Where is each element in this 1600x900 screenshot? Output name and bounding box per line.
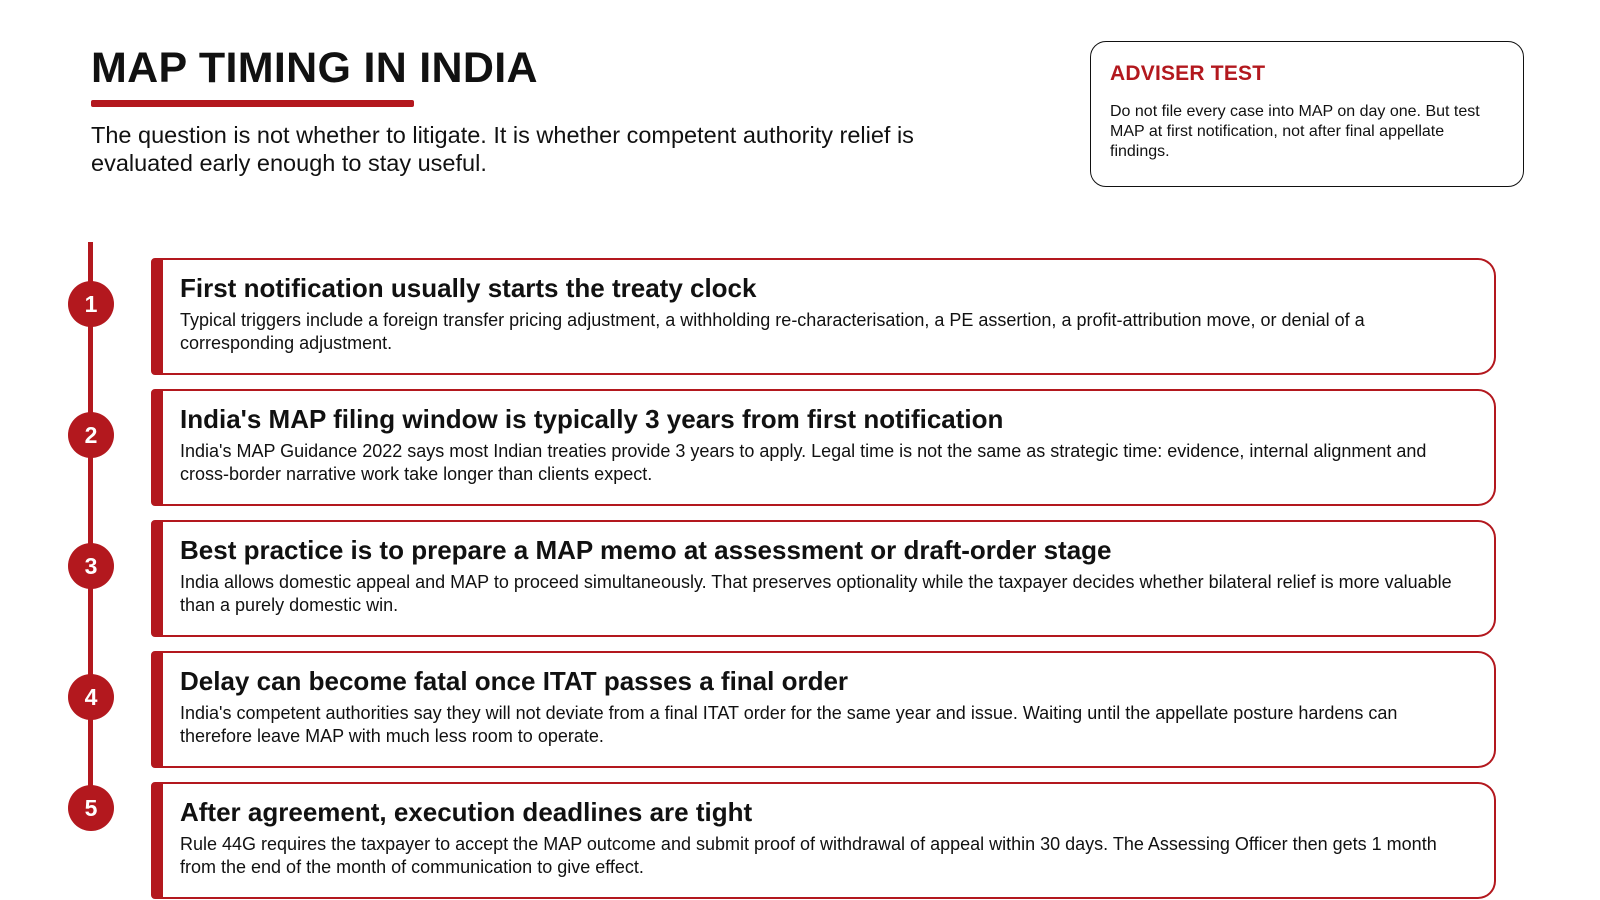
step-heading: Best practice is to prepare a MAP memo at assessment or draft-order stage bbox=[180, 535, 1112, 565]
adviser-test-box bbox=[1090, 41, 1524, 187]
title-underline bbox=[91, 100, 414, 107]
step-card-1 bbox=[151, 258, 1496, 375]
step-body: India's competent authorities say they will not deviate from a final ITAT order for the same year and issue. Waiting until the appellate posture hardens can therefore leave MAP with much less room to operate. bbox=[180, 703, 1398, 746]
page-title: MAP TIMING IN INDIA bbox=[91, 44, 538, 92]
step-number-4: 4 bbox=[68, 674, 114, 720]
step-number-1: 1 bbox=[68, 281, 114, 327]
step-card-3 bbox=[151, 520, 1496, 637]
step-heading: After agreement, execution deadlines are tight bbox=[180, 797, 753, 827]
step-card-2 bbox=[151, 389, 1496, 506]
step-body: India allows domestic appeal and MAP to proceed simultaneously. That preserves optionality while the taxpayer decides whether bilateral relief is more valuable than a purely domestic win. bbox=[180, 572, 1452, 615]
step-card-4 bbox=[151, 651, 1496, 768]
adviser-test-title: ADVISER TEST bbox=[1110, 62, 1266, 85]
step-body: Rule 44G requires the taxpayer to accept the MAP outcome and submit proof of withdrawal of appeal within 30 days. The Assessing Officer then gets 1 month from the end of the month of communication to give effect. bbox=[180, 834, 1437, 877]
adviser-test-text: Do not file every case into MAP on day one. But test MAP at first notification, not after final appellate findings. bbox=[1110, 103, 1480, 160]
step-heading: First notification usually starts the treaty clock bbox=[180, 273, 757, 303]
step-body: Typical triggers include a foreign transfer pricing adjustment, a withholding re-characterisation, a PE assertion, a profit-attribution move, or denial of a corresponding adjustment. bbox=[180, 310, 1365, 353]
step-body: India's MAP Guidance 2022 says most Indian treaties provide 3 years to apply. Legal time is not the same as strategic time: evidence, internal alignment and cross-border narrative work take longer than clients expect. bbox=[180, 441, 1427, 484]
step-heading: India's MAP filing window is typically 3 years from first notification bbox=[180, 404, 1004, 434]
step-number-3: 3 bbox=[68, 543, 114, 589]
step-number-5: 5 bbox=[68, 785, 114, 831]
step-card-5 bbox=[151, 782, 1496, 899]
step-number-2: 2 bbox=[68, 412, 114, 458]
page-subtitle: The question is not whether to litigate. It is whether competent authority relief is evaluated early enough to stay useful. bbox=[91, 122, 914, 176]
step-heading: Delay can become fatal once ITAT passes a final order bbox=[180, 666, 849, 696]
